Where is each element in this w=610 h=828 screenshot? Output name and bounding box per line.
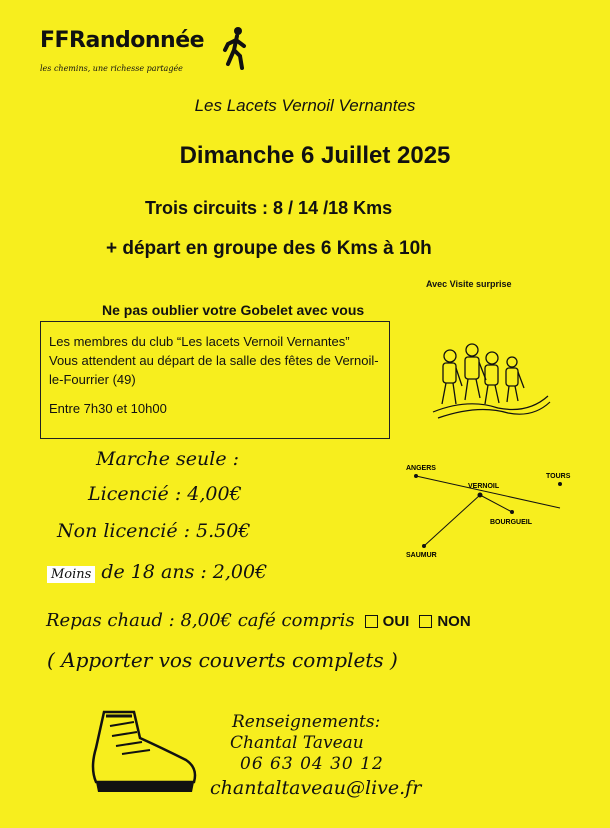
circuits-info: Trois circuits : 8 / 14 /18 Kms — [145, 198, 393, 218]
contact-name: Chantal Taveau — [230, 733, 364, 753]
map-angers: ANGERS — [406, 465, 436, 472]
logo-tagline: les chemins, une richesse partagée — [40, 64, 183, 73]
oui-label: OUI — [382, 613, 410, 630]
hiking-boot-illustration — [82, 708, 202, 798]
hiker-icon — [222, 26, 250, 70]
contact-phone: 06 63 04 30 12 — [240, 754, 384, 774]
price-minors — [47, 561, 267, 583]
price-licensed: Licencié : 4,00€ — [88, 483, 242, 505]
moins-label: Moins — [47, 566, 95, 583]
price-minors-text: de 18 ans : 2,00€ — [101, 561, 268, 583]
contact-heading: Renseignements: — [232, 712, 381, 732]
oui-checkbox[interactable] — [365, 615, 378, 628]
location-map — [400, 460, 580, 565]
visit-note: Avec Visite surprise — [426, 279, 512, 289]
meeting-hours: Entre 7h30 et 10h00 — [49, 401, 167, 416]
price-unlicensed: Non licencié : 5.50€ — [57, 520, 251, 542]
group-departure: + départ en groupe des 6 Kms à 10h — [106, 238, 432, 259]
meal-text: Repas chaud : 8,00€ café compris — [46, 610, 355, 631]
logo-name: FFRandonnée — [40, 28, 205, 53]
cup-reminder: Ne pas oublier votre Gobelet avec vous — [102, 302, 365, 318]
non-label: NON — [437, 613, 471, 630]
ffrandonnee-logo — [40, 28, 205, 73]
event-date: Dimanche 6 Juillet 2025 — [179, 142, 451, 169]
meal-line — [46, 610, 471, 631]
cutlery-note: ( Apporter vos couverts complets ) — [47, 648, 398, 672]
prices-heading: Marche seule : — [96, 448, 240, 470]
club-name: Les Lacets Vernoil Vernantes — [194, 96, 416, 115]
map-vernoil: VERNOIL — [468, 483, 500, 490]
contact-email[interactable]: chantaltaveau@live.fr — [210, 777, 422, 799]
non-checkbox[interactable] — [419, 615, 432, 628]
meeting-info-box — [40, 321, 390, 439]
map-bourgueil: BOURGUEIL — [490, 519, 532, 526]
meeting-text: Les membres du club “Les lacets Vernoil Vernantes” Vous attendent au départ de la salle des fêtes de Vernoil-le-Fourrier (49) — [49, 334, 379, 387]
hikers-illustration — [428, 338, 553, 420]
map-tours: TOURS — [546, 473, 571, 480]
map-saumur: SAUMUR — [406, 552, 437, 559]
